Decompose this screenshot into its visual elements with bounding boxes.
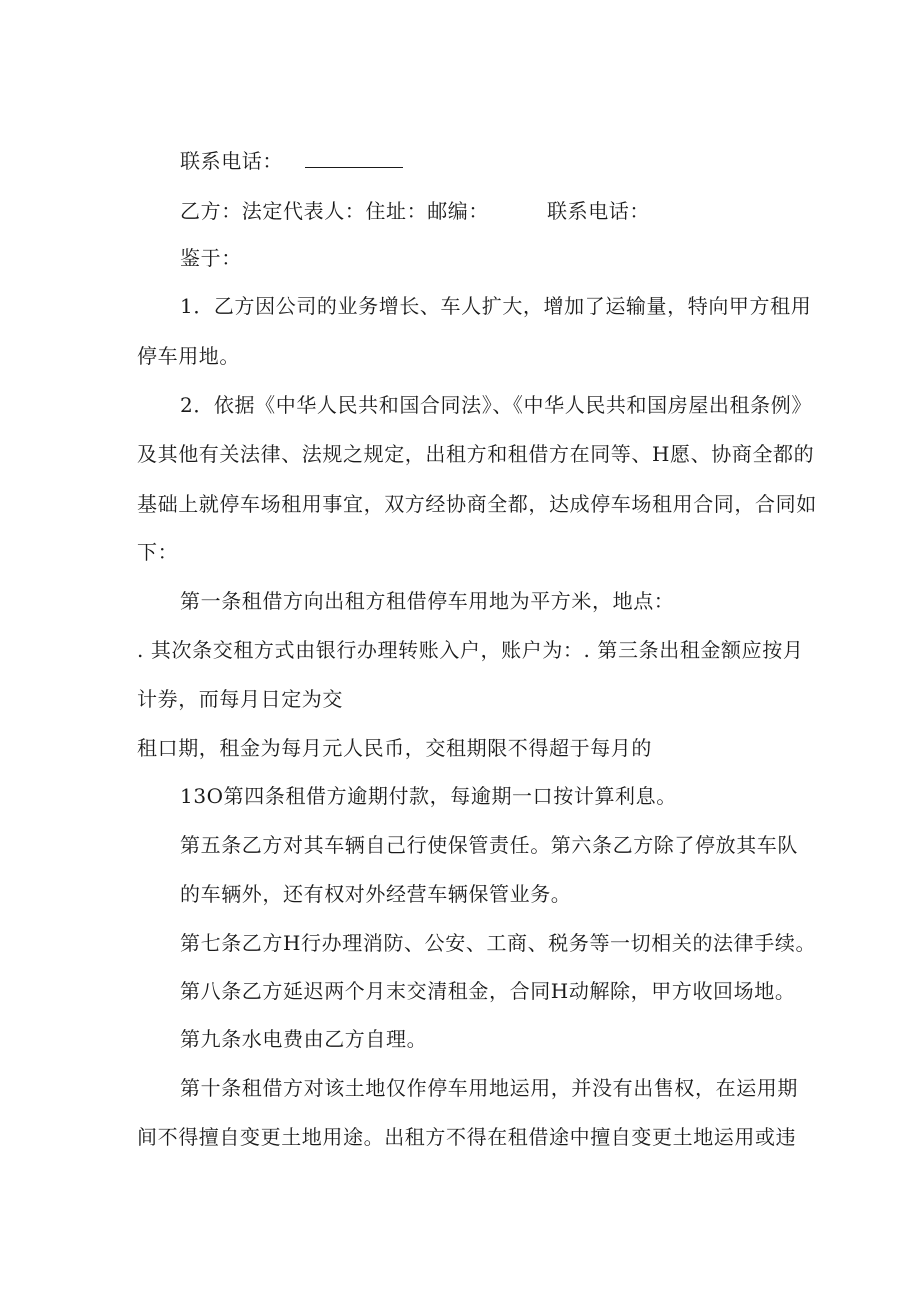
contact-phone-blank bbox=[305, 149, 403, 168]
article-1: 第一条租借方向出租方租借停车用地为平方米，地点： bbox=[180, 589, 675, 613]
clause-intro-2-line-2: 及其他有关法律、法规之规定，出租方和租借方在同等、H愿、协商全都的 bbox=[137, 442, 815, 466]
clause-intro-1-line-2: 停车用地。 bbox=[137, 344, 240, 368]
clause-intro-1-line-1: 1．乙方因公司的业务增长、车人扩大，增加了运输量，特向甲方租用 bbox=[180, 294, 812, 318]
clause-intro-2-line-1: 2．依据《中华人民共和国合同法》、《中华人民共和国房屋出租条例》 bbox=[180, 393, 812, 417]
article-6-line-2: 的车辆外，还有权对外经营车辆保管业务。 bbox=[180, 882, 572, 906]
article-5-6-line-1: 第五条乙方对其车辆自己行使保管责任。第六条乙方除了停放其车队 bbox=[180, 833, 798, 857]
clause-intro-2-line-4: 下： bbox=[137, 540, 179, 564]
party-b-phone-label: 联系电话： bbox=[547, 199, 650, 223]
article-10-line-2: 间不得擅自变更土地用途。出租方不得在租借途中擅自变更土地运用或违 bbox=[137, 1125, 797, 1149]
party-b-fields: 乙方：法定代表人：住址：邮编： bbox=[180, 199, 489, 223]
article-9: 第九条水电费由乙方自理。 bbox=[180, 1027, 428, 1051]
contact-phone-line bbox=[180, 148, 403, 174]
article-8: 第八条乙方延迟两个月末交清租金，合同H动解除，甲方收回场地。 bbox=[180, 979, 796, 1003]
contact-phone-label: 联系电话： bbox=[180, 149, 283, 173]
article-3-line-3: 租口期，租金为每月元人民币，交租期限不得超于每月的 bbox=[137, 736, 652, 760]
article-7: 第七条乙方H行办理消防、公安、工商、税务等一切相关的法律手续。 bbox=[180, 931, 817, 955]
article-2-3-line-1: . 其次条交租方式由银行办理转账入户，账户为：. 第三条出租金额应按月 bbox=[137, 638, 804, 662]
whereas-heading: 鉴于： bbox=[180, 246, 242, 270]
party-b-line bbox=[180, 198, 650, 224]
article-4: 13O第四条租借方逾期付款，每逾期一口按计算利息。 bbox=[180, 784, 677, 808]
clause-intro-2-line-3: 基础上就停车场租用事宜，双方经协商全都，达成停车场租用合同，合同如 bbox=[137, 492, 817, 516]
article-10-line-1: 第十条租借方对该土地仅作停车用地运用，并没有出售权，在运用期 bbox=[180, 1076, 798, 1100]
article-3-line-2: 计券，而每月日定为交 bbox=[137, 687, 343, 711]
